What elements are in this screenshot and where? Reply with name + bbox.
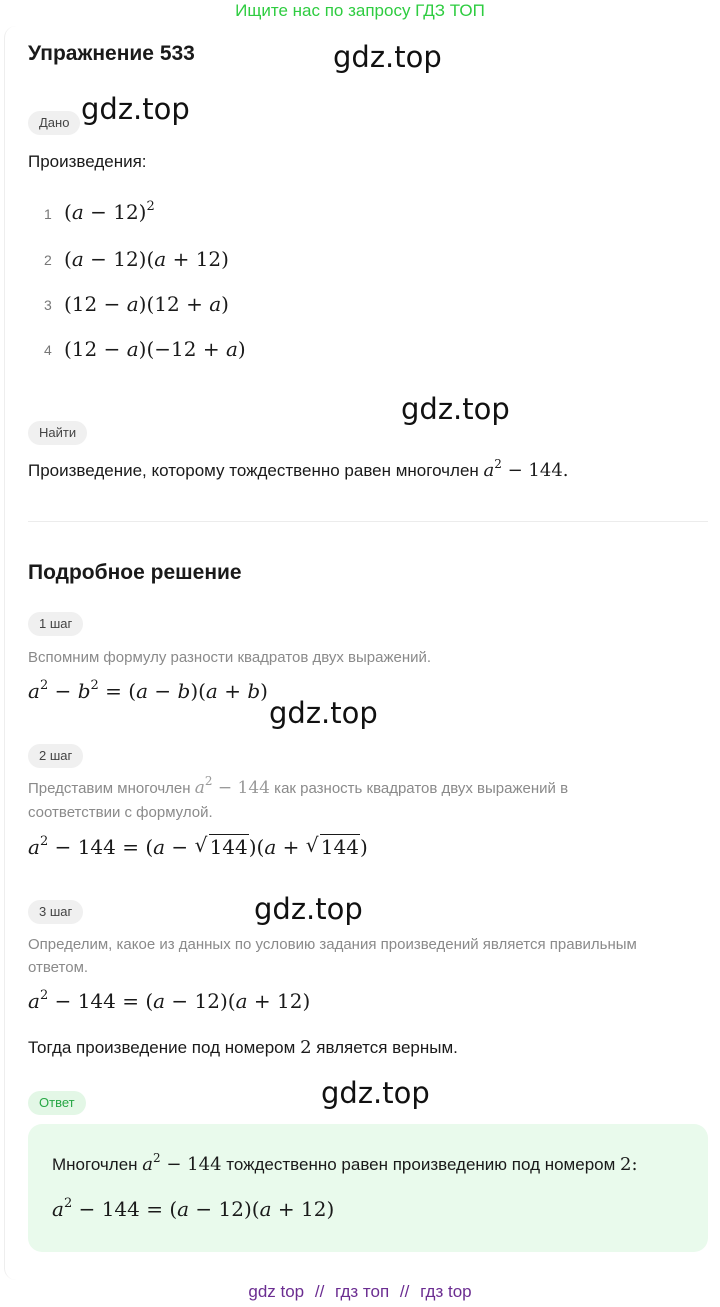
watermark: gdz.top (321, 1076, 430, 1110)
answer-box (28, 1124, 708, 1252)
list-number: 2 (44, 252, 52, 268)
solution-title: Подробное решение (28, 561, 242, 584)
section-divider (28, 521, 708, 522)
footer-link-1[interactable]: gdz top (248, 1282, 305, 1301)
list-number: 1 (44, 206, 52, 222)
footer-link-2[interactable]: гдз топ (335, 1282, 390, 1301)
watermark: gdz.top (254, 892, 363, 926)
step-2-text: Представим многочлен $a^2 - 144$ как разность квадратов двух выражений в (28, 774, 569, 798)
answer-text: Многочлен $a^2 - 144$ тождественно равен произведению под номером 2: (52, 1151, 638, 1175)
given-item-3: (12 − a)(12 + a) (64, 292, 229, 316)
top-banner[interactable]: Ищите нас по запросу ГДЗ ТОП (235, 1, 485, 20)
find-text: Произведение, которому тождественно равен многочлен $a^2 - 144$. (28, 457, 569, 481)
watermark: gdz.top (269, 696, 378, 730)
step-3-text-line2: ответом. (28, 959, 89, 976)
step-1-badge: 1 шаг (28, 612, 83, 636)
find-badge: Найти (28, 421, 87, 445)
list-number: 3 (44, 297, 52, 313)
answer-badge: Ответ (28, 1091, 86, 1115)
given-item-1: $(a - 12)^2$ (64, 199, 155, 224)
given-badge: Дано (28, 111, 80, 135)
step-3-text: Определим, какое из данных по условию задания произведений является правильным (28, 936, 637, 953)
watermark: gdz.top (401, 392, 510, 426)
footer-separator: // (314, 1282, 325, 1301)
step-1-formula: $a^2 - b^2 = (a - b)(a + b)$ (28, 678, 268, 703)
step-2-formula: $a^2 - 144 = (a$ − √ 144)(a + √ 144) (28, 835, 368, 859)
list-number: 4 (44, 342, 52, 358)
given-item-2: (a − 12)(a + 12) (64, 247, 229, 271)
given-item-4: (12 − a)(−12 + a) (64, 337, 246, 361)
footer-link-3[interactable]: гдз top (420, 1282, 472, 1301)
watermark: gdz.top (81, 92, 190, 126)
step-2-badge: 2 шаг (28, 744, 83, 768)
given-heading: Произведения: (28, 152, 147, 171)
step-3-conclusion: Тогда произведение под номером 2 является верным. (28, 1037, 458, 1058)
step-2-text-line2: соответствии с формулой. (28, 804, 213, 821)
step-3-badge: 3 шаг (28, 900, 83, 924)
answer-formula: $a^2 - 144 = (a - 12)(a + 12)$ (52, 1196, 335, 1221)
footer-links (0, 1280, 720, 1304)
step-3-formula: $a^2 - 144 = (a - 12)(a + 12)$ (28, 988, 311, 1013)
exercise-title: Упражнение 533 (28, 42, 195, 65)
footer-separator: // (399, 1282, 410, 1301)
watermark: gdz.top (333, 40, 442, 74)
step-1-text: Вспомним формулу разности квадратов двух выражений. (28, 649, 432, 666)
